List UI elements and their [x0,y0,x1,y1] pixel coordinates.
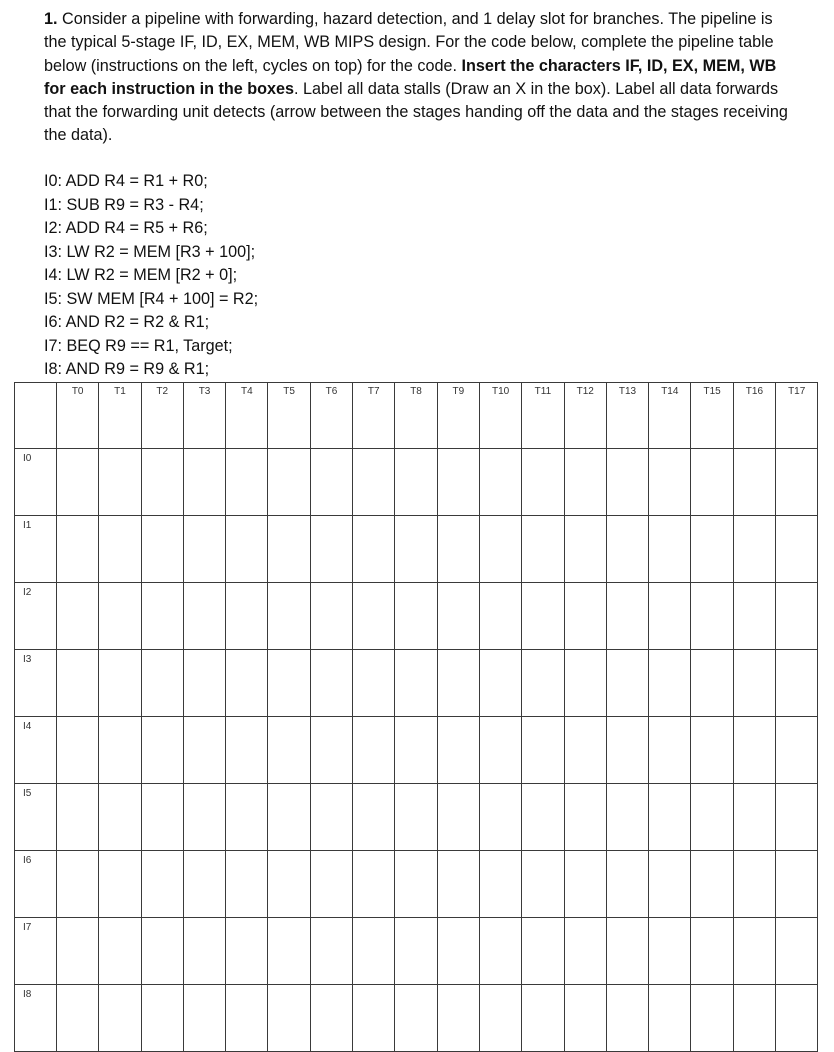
stage-cell[interactable] [733,985,775,1052]
cycle-header: T7 [353,383,395,449]
stage-cell[interactable] [353,784,395,851]
stage-cell[interactable] [226,650,268,717]
stage-cell[interactable] [141,717,183,784]
stage-cell[interactable] [353,918,395,985]
stage-cell[interactable] [479,516,521,583]
stage-cell[interactable] [691,985,733,1052]
stage-cell[interactable] [691,784,733,851]
stage-cell[interactable] [733,583,775,650]
stage-cell[interactable] [776,851,818,918]
code-line: I6: AND R2 = R2 & R1; [44,313,210,331]
stage-cell[interactable] [310,985,352,1052]
stage-cell[interactable] [268,985,310,1052]
stage-cell[interactable] [141,449,183,516]
stage-cell[interactable] [141,985,183,1052]
stage-cell[interactable] [353,717,395,784]
cycle-header: T16 [733,383,775,449]
stage-cell[interactable] [268,784,310,851]
cycle-header: T3 [183,383,225,449]
stage-cell[interactable] [141,784,183,851]
question-text-part-a: Consider a pipeline with forwarding, hazard detection, and 1 delay slot for branches. The pipeline is the typical 5-stage IF, ID, EX, MEM, WB MIPS design. For the code below, complete the pipeline table below (instructions on the left, cycles on top) for the code. [44,10,774,75]
stage-cell[interactable] [99,918,141,985]
stage-cell[interactable] [226,851,268,918]
stage-cell[interactable] [564,918,606,985]
stage-cell[interactable] [395,918,437,985]
pipeline-table [14,382,818,1052]
stage-cell[interactable] [649,784,691,851]
stage-cell[interactable] [183,851,225,918]
stage-cell[interactable] [183,449,225,516]
stage-cell[interactable] [733,784,775,851]
stage-cell[interactable] [606,784,648,851]
instruction-label: I6 [15,851,57,918]
stage-cell[interactable] [353,516,395,583]
stage-cell[interactable] [310,851,352,918]
stage-cell[interactable] [183,717,225,784]
stage-cell[interactable] [649,985,691,1052]
stage-cell[interactable] [353,449,395,516]
stage-cell[interactable] [437,583,479,650]
cycle-header: T2 [141,383,183,449]
stage-cell[interactable] [99,516,141,583]
instruction-label: I0 [15,449,57,516]
stage-cell[interactable] [57,717,99,784]
stage-cell[interactable] [733,650,775,717]
cycle-header: T15 [691,383,733,449]
stage-cell[interactable] [606,918,648,985]
stage-cell[interactable] [564,516,606,583]
stage-cell[interactable] [479,449,521,516]
corner-cell [15,383,57,449]
stage-cell[interactable] [183,650,225,717]
question-text-bold: Insert the characters IF, ID, EX, MEM, WB for each instruction in the boxes [44,56,777,98]
stage-cell[interactable] [649,918,691,985]
stage-cell[interactable] [522,918,564,985]
stage-cell[interactable] [310,516,352,583]
stage-cell[interactable] [226,449,268,516]
instruction-row [15,784,818,851]
stage-cell[interactable] [99,449,141,516]
stage-cell[interactable] [226,784,268,851]
stage-cell[interactable] [564,717,606,784]
stage-cell[interactable] [99,717,141,784]
stage-cell[interactable] [268,583,310,650]
instruction-label: I1 [15,516,57,583]
question-text-part-b: . Label all data stalls (Draw an X in the box). Label all data forwards that the forwarding unit detects (arrow between the stages handing off the data and the stages receiving the data). [44,79,788,145]
stage-cell[interactable] [564,650,606,717]
stage-cell[interactable] [141,851,183,918]
stage-cell[interactable] [691,918,733,985]
stage-cell[interactable] [57,583,99,650]
stage-cell[interactable] [310,449,352,516]
cycle-header: T9 [437,383,479,449]
stage-cell[interactable] [226,918,268,985]
cycle-header: T14 [649,383,691,449]
question-number: 1. [44,10,58,28]
stage-cell[interactable] [99,784,141,851]
stage-cell[interactable] [649,449,691,516]
stage-cell[interactable] [437,717,479,784]
stage-cell[interactable] [310,650,352,717]
stage-cell[interactable] [268,918,310,985]
stage-cell[interactable] [437,918,479,985]
code-line: I4: LW R2 = MEM [R2 + 0]; [44,266,238,284]
stage-cell[interactable] [564,583,606,650]
stage-cell[interactable] [268,851,310,918]
stage-cell[interactable] [226,717,268,784]
stage-cell[interactable] [226,583,268,650]
stage-cell[interactable] [649,516,691,583]
stage-cell[interactable] [776,985,818,1052]
stage-cell[interactable] [57,516,99,583]
instruction-row [15,449,818,516]
stage-cell[interactable] [691,851,733,918]
stage-cell[interactable] [353,650,395,717]
stage-cell[interactable] [691,717,733,784]
stage-cell[interactable] [183,918,225,985]
stage-cell[interactable] [353,985,395,1052]
stage-cell[interactable] [522,449,564,516]
instruction-row [15,985,818,1052]
cycle-header: T4 [226,383,268,449]
stage-cell[interactable] [479,851,521,918]
instruction-label: I5 [15,784,57,851]
cycle-header: T6 [310,383,352,449]
stage-cell[interactable] [395,717,437,784]
stage-cell[interactable] [183,784,225,851]
cycle-header-row [15,383,818,449]
stage-cell[interactable] [395,449,437,516]
code-line: I2: ADD R4 = R5 + R6; [44,219,208,237]
stage-cell[interactable] [733,516,775,583]
stage-cell[interactable] [183,516,225,583]
stage-cell[interactable] [691,516,733,583]
stage-cell[interactable] [57,784,99,851]
stage-cell[interactable] [57,449,99,516]
stage-cell[interactable] [776,918,818,985]
stage-cell[interactable] [437,784,479,851]
stage-cell[interactable] [183,583,225,650]
stage-cell[interactable] [606,985,648,1052]
instruction-row [15,851,818,918]
stage-cell[interactable] [733,449,775,516]
stage-cell[interactable] [733,851,775,918]
stage-cell[interactable] [479,717,521,784]
stage-cell[interactable] [226,516,268,583]
cycle-header: T0 [57,383,99,449]
stage-cell[interactable] [522,516,564,583]
stage-cell[interactable] [353,851,395,918]
cycle-header: T10 [479,383,521,449]
stage-cell[interactable] [649,583,691,650]
instruction-row [15,918,818,985]
instruction-row [15,583,818,650]
instruction-label: I8 [15,985,57,1052]
stage-cell[interactable] [183,985,225,1052]
stage-cell[interactable] [57,650,99,717]
stage-cell[interactable] [99,851,141,918]
stage-cell[interactable] [141,650,183,717]
stage-cell[interactable] [268,516,310,583]
stage-cell[interactable] [437,449,479,516]
stage-cell[interactable] [733,717,775,784]
code-line: I3: LW R2 = MEM [R3 + 100]; [44,242,256,261]
stage-cell[interactable] [522,583,564,650]
stage-cell[interactable] [564,985,606,1052]
stage-cell[interactable] [522,717,564,784]
stage-cell[interactable] [691,583,733,650]
stage-cell[interactable] [776,449,818,516]
cycle-header: T13 [606,383,648,449]
stage-cell[interactable] [522,784,564,851]
stage-cell[interactable] [776,717,818,784]
stage-cell[interactable] [522,650,564,717]
stage-cell[interactable] [606,851,648,918]
stage-cell[interactable] [437,985,479,1052]
stage-cell[interactable] [99,985,141,1052]
stage-cell[interactable] [479,650,521,717]
code-line: I8: AND R9 = R9 & R1; [44,360,210,378]
stage-cell[interactable] [606,449,648,516]
instruction-row [15,650,818,717]
stage-cell[interactable] [479,985,521,1052]
stage-cell[interactable] [310,583,352,650]
stage-cell[interactable] [268,650,310,717]
stage-cell[interactable] [776,784,818,851]
cycle-header: T8 [395,383,437,449]
instruction-label: I7 [15,918,57,985]
code-line: I7: BEQ R9 == R1, Target; [44,336,233,355]
stage-cell[interactable] [522,851,564,918]
stage-cell[interactable] [606,650,648,717]
stage-cell[interactable] [522,985,564,1052]
stage-cell[interactable] [606,516,648,583]
stage-cell[interactable] [395,851,437,918]
cycle-header: T1 [99,383,141,449]
instruction-label: I2 [15,583,57,650]
stage-cell[interactable] [649,650,691,717]
stage-cell[interactable] [776,583,818,650]
code-line: I5: SW MEM [R4 + 100] = R2; [44,289,259,308]
stage-cell[interactable] [141,516,183,583]
stage-cell[interactable] [99,583,141,650]
cycle-header: T5 [268,383,310,449]
pipeline-table-wrapper [14,382,818,1052]
instruction-label: I4 [15,717,57,784]
cycle-header: T17 [776,383,818,449]
stage-cell[interactable] [395,650,437,717]
code-listing [44,170,258,382]
pipeline-table-body [15,449,818,1052]
stage-cell[interactable] [268,449,310,516]
stage-cell[interactable] [395,985,437,1052]
stage-cell[interactable] [99,650,141,717]
stage-cell[interactable] [479,918,521,985]
stage-cell[interactable] [310,918,352,985]
stage-cell[interactable] [564,449,606,516]
stage-cell[interactable] [268,717,310,784]
stage-cell[interactable] [564,851,606,918]
stage-cell[interactable] [606,583,648,650]
stage-cell[interactable] [395,516,437,583]
stage-cell[interactable] [691,650,733,717]
question-text [44,8,796,148]
stage-cell[interactable] [691,449,733,516]
stage-cell[interactable] [776,650,818,717]
stage-cell[interactable] [649,717,691,784]
stage-cell[interactable] [606,717,648,784]
stage-cell[interactable] [57,918,99,985]
stage-cell[interactable] [437,650,479,717]
stage-cell[interactable] [776,516,818,583]
code-line: I0: ADD R4 = R1 + R0; [44,172,208,190]
stage-cell[interactable] [141,918,183,985]
stage-cell[interactable] [395,784,437,851]
stage-cell[interactable] [479,784,521,851]
stage-cell[interactable] [733,918,775,985]
code-line: I1: SUB R9 = R3 - R4; [44,195,204,214]
stage-cell[interactable] [310,784,352,851]
stage-cell[interactable] [395,583,437,650]
instruction-row [15,717,818,784]
stage-cell[interactable] [141,583,183,650]
stage-cell[interactable] [353,583,395,650]
stage-cell[interactable] [226,985,268,1052]
stage-cell[interactable] [437,851,479,918]
stage-cell[interactable] [649,851,691,918]
cycle-header: T12 [564,383,606,449]
stage-cell[interactable] [57,985,99,1052]
stage-cell[interactable] [564,784,606,851]
stage-cell[interactable] [437,516,479,583]
stage-cell[interactable] [57,851,99,918]
instruction-row [15,516,818,583]
stage-cell[interactable] [310,717,352,784]
stage-cell[interactable] [479,583,521,650]
cycle-header: T11 [522,383,564,449]
instruction-label: I3 [15,650,57,717]
